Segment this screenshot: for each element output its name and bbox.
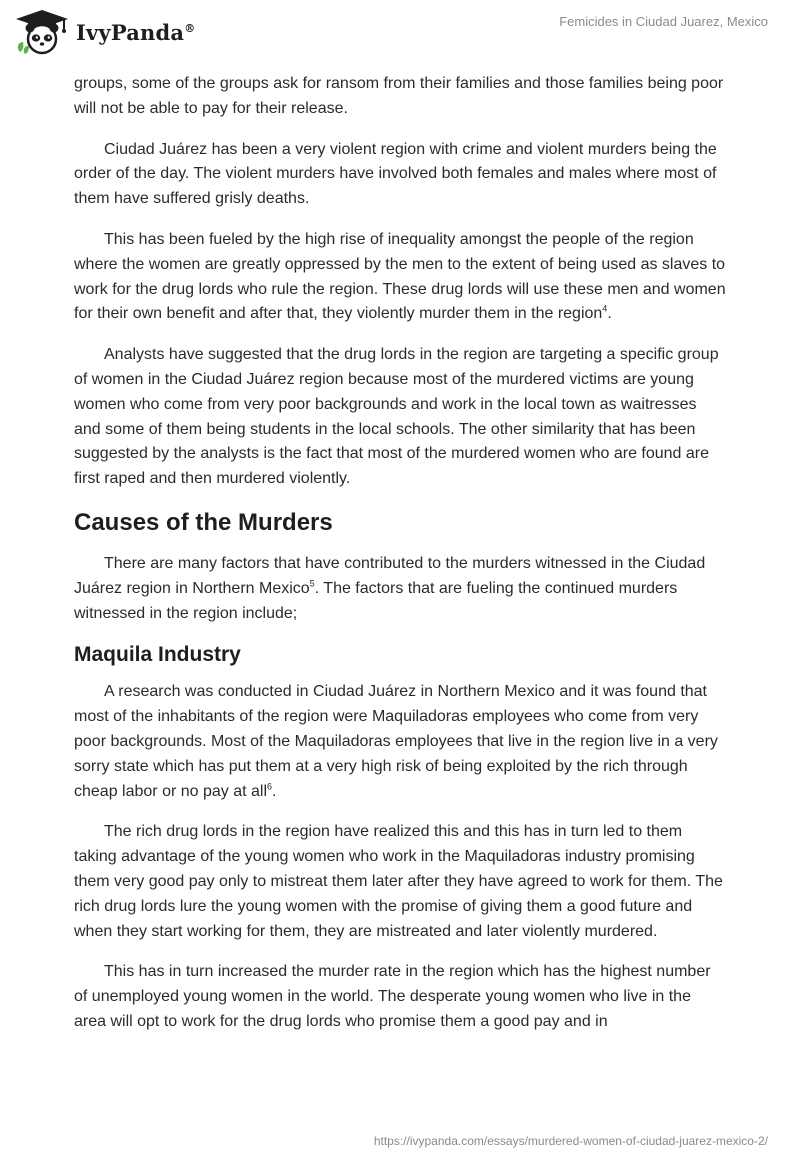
brand-name: IvyPanda® xyxy=(76,19,196,45)
paragraph: Ciudad Juárez has been a very violent region with crime and violent murders being the order of the day. The violent murders have involved both females and males where most of them have suffered grisly deaths. xyxy=(74,140,717,208)
section-heading: Causes of the Murders xyxy=(74,508,333,536)
source-url[interactable]: https://ivypanda.com/essays/murdered-women-of-ciudad-juarez-mexico-2/ xyxy=(373,1134,768,1148)
paragraph: This has been fueled by the high rise of inequality amongst the people of the region where the women are greatly oppressed by the men to the extent of being used as slaves to work for the drug lords who rule the region. These drug lords will use these men and women for their own benefit and after that, they violently murder them in the region$^4$. xyxy=(74,230,726,323)
footnote-ref[interactable]: 6 xyxy=(267,781,273,792)
footnote-ref[interactable]: 4 xyxy=(602,304,608,315)
page-header xyxy=(0,0,800,70)
paragraph: Analysts have suggested that the drug lords in the region are targeting a specific group of women in the Ciudad Juárez region because most of the murdered victims are young women who come from very poor backgrounds and work in the local town as waitresses and some of them being students in the local schools. The other similarity that has been suggested by the analysts is the fact that most of the murdered women who are found are first raped and then murdered violently. xyxy=(74,346,719,488)
footnote-ref[interactable]: 5 xyxy=(309,578,315,589)
document-title: Femicides in Ciudad Juarez, Mexico xyxy=(559,14,768,29)
paragraph: A research was conducted in Ciudad Juárez in Northern Mexico and it was found that most of the inhabitants of the region were Maquiladoras employees who come from very poor backgrounds. Most of the Maquiladoras employees that live in the region live in a very sorry state which has put them at a very high risk of being exploited by the rich through cheap labor or no pay at all$^6$. xyxy=(74,683,718,800)
essay-body xyxy=(74,72,726,1051)
registered-mark: ® xyxy=(184,21,196,35)
panda-graduate-icon xyxy=(14,8,70,56)
paragraph: There are many factors that have contributed to the murders witnessed in the Ciudad Juárez region in Northern Mexico$^5$. The factors that are fueling the continued murders witnessed in the region include; xyxy=(74,554,706,622)
paragraph: This has in turn increased the murder rate in the region which has the highest number of unemployed young women in the world. The desperate young women who live in the area will opt to work for the drug lords who promise them a good pay and in xyxy=(74,963,711,1030)
ivypanda-logo[interactable] xyxy=(14,8,195,56)
paragraph: The rich drug lords in the region have realized this and this has in turn led to them taking advantage of the young women who work in the Maquiladoras industry promising them very good pay only to mistreat them later after they have agreed to work for them. The rich drug lords lure the young women with the promise of giving them a good future and when they start working for them, they are mistreated and later violently murdered. xyxy=(74,823,723,940)
paragraph: groups, some of the groups ask for ransom from their families and those families being poor will not be able to pay for their release. xyxy=(74,75,724,117)
subsection-heading: Maquila Industry xyxy=(74,643,241,667)
